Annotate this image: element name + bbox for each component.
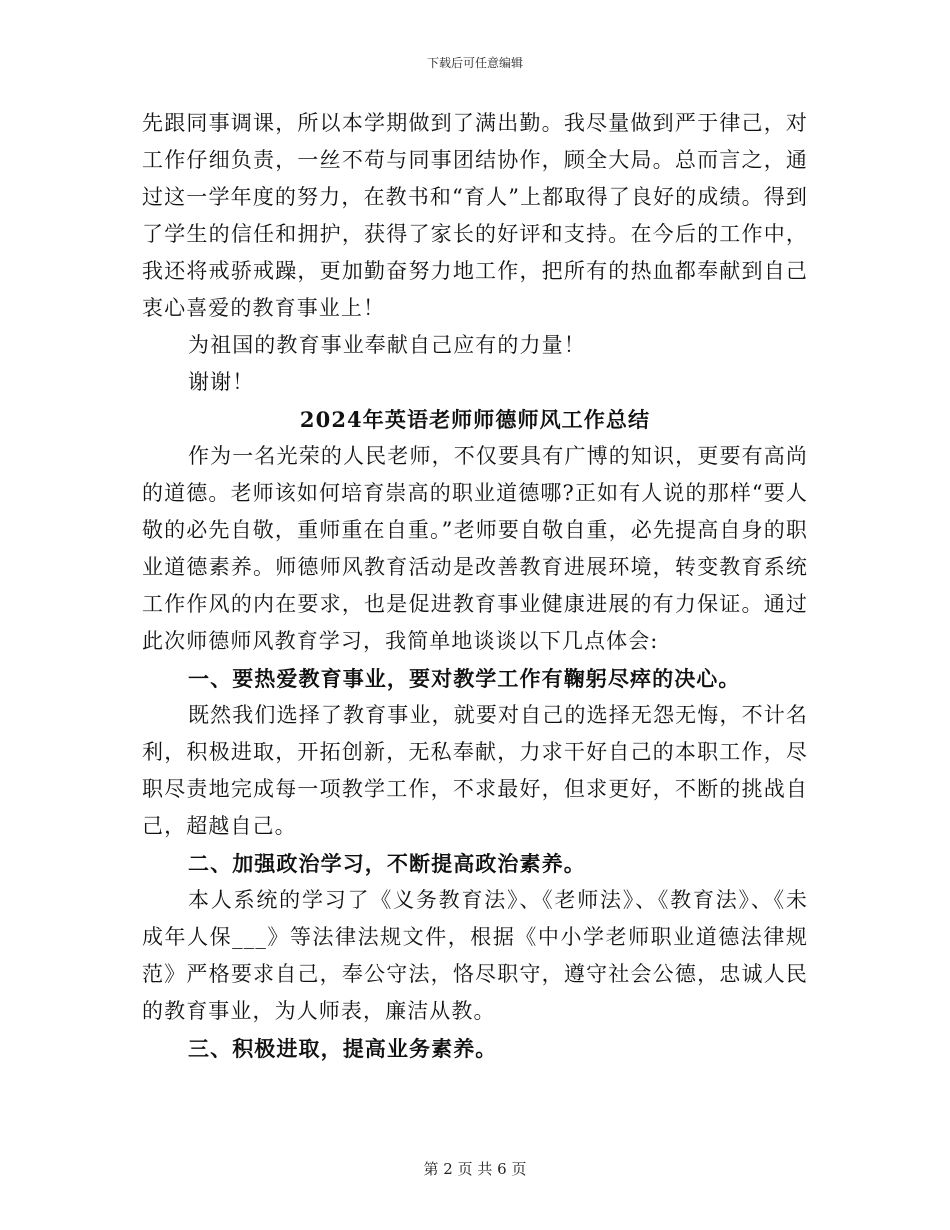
paragraph-dedication: 为祖国的教育事业奉献自己应有的力量！ [188,333,586,357]
page-footer: 第 2 页 共 6 页 [423,1160,527,1178]
document-body [142,105,808,1067]
paragraph-thanks: 谢谢！ [188,370,255,394]
page-header: 下载后可任意编辑 [426,56,523,70]
paragraph-intro: 作为一名光荣的人民老师，不仅要具有广博的知识，更要有高尚的道德。老师该如何培育崇高的职业道德哪?正如有人说的那样“要人敬的必先自敬，重师重在自重。”老师要自敬自重，必先提高自身的职业道德素养。师德师风教育活动是改善教育进展环境，转变教育系统工作作风的内在要求，也是促进教育事业健康进展的有力保证。通过此次师德师风教育学习，我简单地谈谈以下几点体会: [142,444,808,653]
section-heading-1: 一、要热爱教育事业，要对教学工作有鞠躬尽瘁的决心。 [188,666,741,691]
section-heading-2: 二、加强政治学习，不断提高政治素养。 [188,851,586,876]
paragraph-continued: 先跟同事调课，所以本学期做到了满出勤。我尽量做到严于律己，对工作仔细负责，一丝不苟与同事团结协作，顾全大局。总而言之，通过这一学年度的努力，在教书和“育人”上都取得了良好的成绩。得到了学生的信任和拥护，获得了家长的好评和支持。在今后的工作中，我还将戒骄戒躁，更加勤奋努力地工作，把所有的热血都奉献到自己衷心喜爱的教育事业上！ [142,111,808,320]
document-title: 2024年英语老师师德师风工作总结 [299,407,651,432]
section-heading-3: 三、积极进取，提高业务素养。 [188,1036,498,1061]
paragraph-section-1: 既然我们选择了教育事业，就要对自己的选择无怨无悔，不计名利，积极进取，开拓创新，无私奉献，力求干好自己的本职工作，尽职尽责地完成每一项教学工作，不求最好，但求更好，不断的挑战自己，超越自己。 [142,703,808,838]
paragraph-section-2: 本人系统的学习了《义务教育法》、《老师法》、《教育法》、《未成年人保___》等法律法规文件，根据《中小学老师职业道德法律规范》严格要求自己，奉公守法，恪尽职守，遵守社会公德，忠诚人民的教育事业，为人师表，廉洁从教。 [142,888,808,1023]
